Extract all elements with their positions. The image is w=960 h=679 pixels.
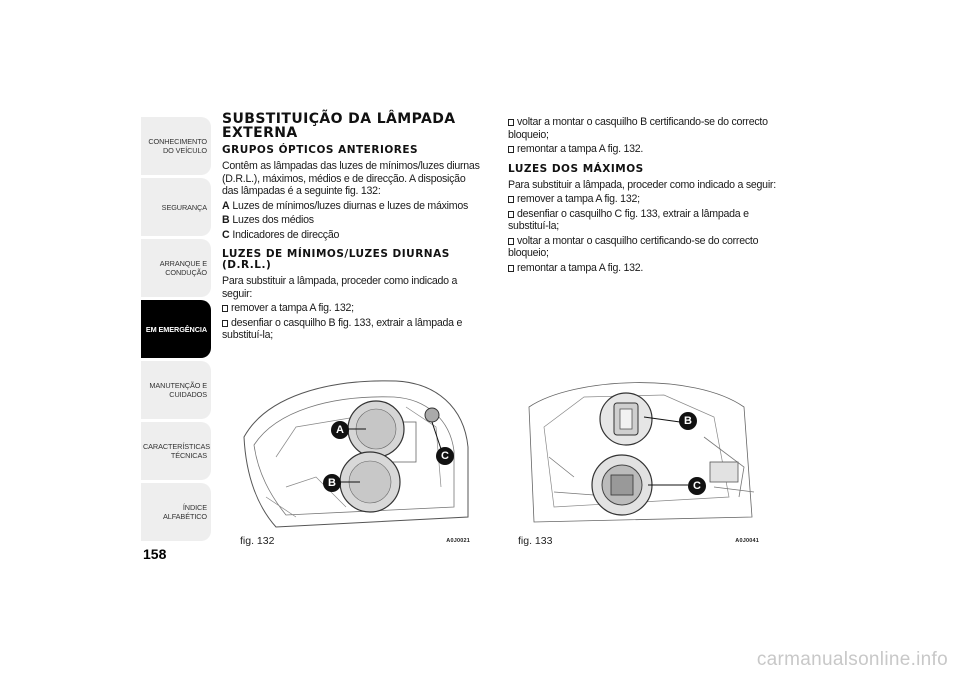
callout-c: C — [436, 447, 454, 465]
page-number: 158 — [143, 546, 167, 562]
page-title: SUBSTITUIÇÃO DA LÂMPADA EXTERNA — [222, 111, 456, 141]
figure-132 — [236, 367, 476, 548]
callout-c: C — [688, 477, 706, 495]
figure-code: A0J0021 — [446, 538, 470, 544]
legend-text: Luzes de mínimos/luzes diurnas e luzes de máximos — [232, 199, 469, 212]
watermark: carmanualsonline.info — [756, 649, 948, 670]
legend-item — [222, 229, 484, 242]
tab-em-emergencia[interactable]: EM EMERGÊNCIA — [141, 300, 211, 358]
tab-indice-alfabetico[interactable]: ÍNDICE ALFABÉTICO — [141, 483, 211, 541]
step-item: desenfiar o casquilho C fig. 133, extrair a lâmpada e substituí-la; — [508, 207, 749, 232]
figure-caption: fig. 133 — [518, 535, 553, 547]
tab-caracteristicas-tecnicas[interactable]: CARACTERÍSTICAS TÉCNICAS — [141, 422, 211, 480]
legend-key: C — [222, 228, 230, 241]
callout-b: B — [679, 412, 697, 430]
step-item: desenfiar o casquilho B fig. 133, extrair a lâmpada e substituí-la; — [222, 316, 463, 341]
callout-b: B — [323, 474, 341, 492]
legend-text: Indicadores de direcção — [232, 228, 340, 241]
checkbox-square-icon — [222, 305, 228, 312]
tab-seguranca[interactable]: SEGURANÇA — [141, 178, 211, 236]
figure-133 — [514, 367, 765, 548]
step-item: remover a tampa A fig. 132; — [508, 193, 788, 206]
checkbox-square-icon — [508, 211, 514, 218]
checkbox-square-icon — [508, 265, 514, 272]
left-column — [222, 112, 484, 344]
checkbox-square-icon — [508, 146, 514, 153]
checkbox-square-icon — [508, 196, 514, 203]
tab-conhecimento-do-veiculo[interactable]: CONHECIMENTO DO VEÍCULO — [141, 117, 211, 175]
callout-a: A — [331, 421, 349, 439]
section-paragraph: Para substituir a lâmpada, proceder como indicado a seguir: — [508, 178, 776, 191]
step-item: remontar a tampa A fig. 132. — [508, 143, 788, 156]
section-heading-luzes-de-minimos: LUZES DE MÍNIMOS/LUZES DIURNAS (D.R.L.) — [222, 248, 450, 271]
step-item: voltar a montar o casquilho B certificando-se do correcto bloqueio; — [508, 116, 768, 141]
tab-arranque-e-conducao[interactable]: ARRANQUE E CONDUÇÃO — [141, 239, 211, 297]
step-item: remontar a tampa A fig. 132. — [508, 262, 788, 275]
legend-item — [222, 200, 484, 213]
step-item: voltar a montar o casquilho certificando-se do correcto bloqueio; — [508, 234, 759, 259]
step-item: remover a tampa A fig. 132; — [222, 302, 484, 315]
figure-caption: fig. 132 — [240, 535, 275, 547]
legend-key: B — [222, 214, 230, 226]
bulb-holder-illustration — [514, 367, 765, 532]
section-paragraph: Contêm as lâmpadas das luzes de mínimos/luzes diurnas (D.R.L.), máximos, médios e de direcção. A disposição das lâmpadas é a seguinte fig. 132: — [222, 160, 480, 197]
checkbox-square-icon — [508, 119, 514, 126]
legend-item — [222, 214, 484, 227]
right-column — [508, 116, 788, 276]
section-heading-grupos-opticos: GRUPOS ÓPTICOS ANTERIORES — [222, 144, 419, 156]
legend-key: A — [222, 199, 230, 212]
legend-text: Luzes dos médios — [232, 214, 314, 226]
checkbox-square-icon — [222, 320, 228, 327]
figure-code: A0J0041 — [735, 538, 759, 544]
section-heading-luzes-dos-maximos: LUZES DOS MÁXIMOS — [508, 162, 644, 175]
checkbox-square-icon — [508, 238, 514, 245]
section-paragraph: Para substituir a lâmpada, proceder como indicado a seguir: — [222, 275, 458, 300]
tab-manutencao-e-cuidados[interactable]: MANUTENÇÃO E CUIDADOS — [141, 361, 211, 419]
